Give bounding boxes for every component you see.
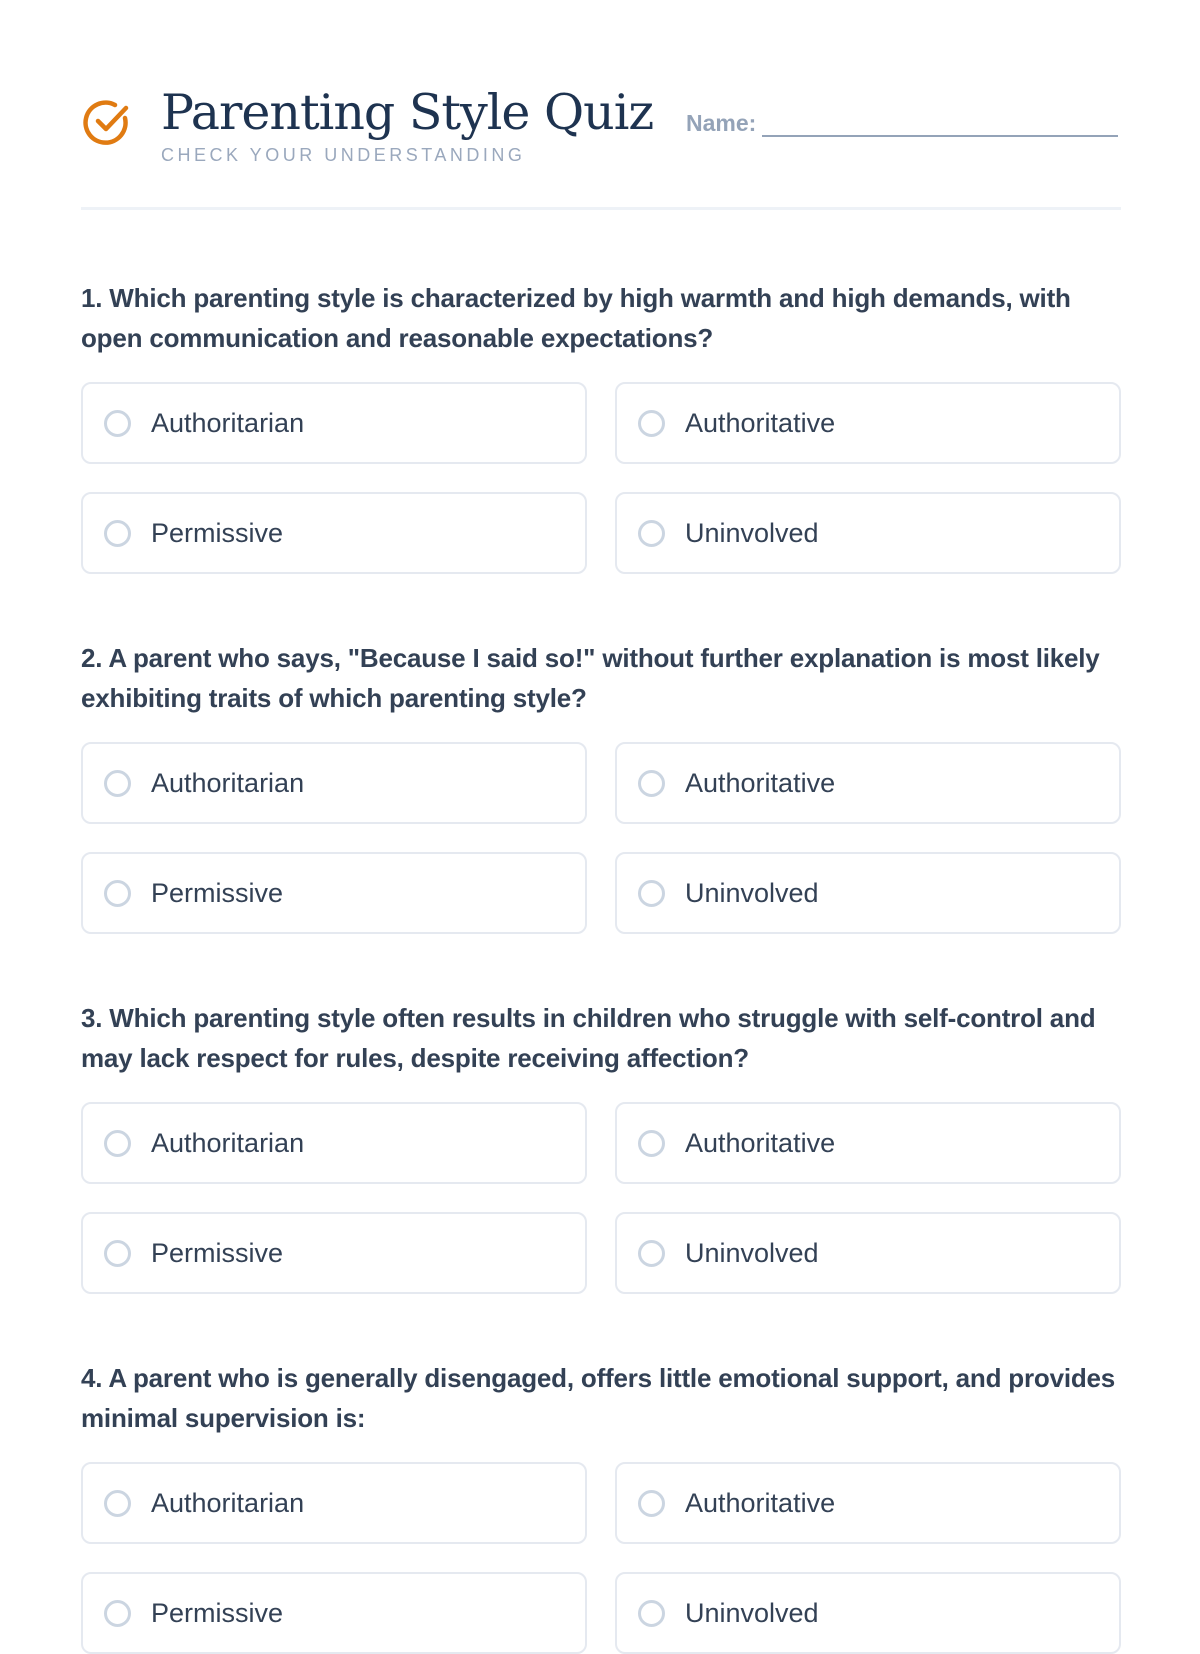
question-text: 1. Which parenting style is characterized by high warmth and high demands, with open communication and reasonable expectations? <box>81 283 1071 353</box>
radio-button-icon[interactable] <box>638 1490 665 1517</box>
radio-button-icon[interactable] <box>638 520 665 547</box>
quiz-header <box>81 80 1121 210</box>
radio-button-icon[interactable] <box>638 1130 665 1157</box>
option-permissive[interactable] <box>81 1212 587 1294</box>
option-label: Uninvolved <box>685 517 819 548</box>
question-4 <box>81 1358 1121 1654</box>
page-title: Parenting Style Quiz <box>161 84 654 141</box>
option-label: Authoritarian <box>151 407 305 438</box>
option-label: Authoritative <box>685 1487 836 1518</box>
name-field <box>686 110 1118 137</box>
option-authoritarian[interactable] <box>81 1462 587 1544</box>
option-label: Authoritative <box>685 767 836 798</box>
option-permissive[interactable] <box>81 1572 587 1654</box>
options-group <box>81 1462 1121 1654</box>
name-label: Name: <box>686 110 757 136</box>
question-2 <box>81 638 1121 934</box>
option-authoritative[interactable] <box>615 1102 1121 1184</box>
options-group <box>81 742 1121 934</box>
radio-button-icon[interactable] <box>104 1490 131 1517</box>
option-label: Permissive <box>151 877 284 908</box>
option-authoritative[interactable] <box>615 742 1121 824</box>
question-text: 4. A parent who is generally disengaged, offers little emotional support, and provides minimal supervision is: <box>81 1363 1116 1433</box>
radio-button-icon[interactable] <box>638 880 665 907</box>
option-label: Permissive <box>151 1597 284 1628</box>
option-label: Uninvolved <box>685 1597 819 1628</box>
option-label: Authoritarian <box>151 1487 305 1518</box>
question-text: 3. Which parenting style often results in children who struggle with self-control and may lack respect for rules, despite receiving affection? <box>81 1003 1096 1073</box>
question-text: 2. A parent who says, "Because I said so!" without further explanation is most likely exhibiting traits of which parenting style? <box>81 643 1100 713</box>
option-authoritarian[interactable] <box>81 382 587 464</box>
radio-button-icon[interactable] <box>638 770 665 797</box>
radio-button-icon[interactable] <box>638 1240 665 1267</box>
option-uninvolved[interactable] <box>615 492 1121 574</box>
radio-button-icon[interactable] <box>104 1240 131 1267</box>
radio-button-icon[interactable] <box>104 1600 131 1627</box>
radio-button-icon[interactable] <box>104 520 131 547</box>
option-authoritative[interactable] <box>615 1462 1121 1544</box>
option-label: Permissive <box>151 1237 284 1268</box>
options-group <box>81 382 1121 574</box>
radio-button-icon[interactable] <box>104 880 131 907</box>
radio-button-icon[interactable] <box>104 1130 131 1157</box>
option-permissive[interactable] <box>81 852 587 934</box>
options-group <box>81 1102 1121 1294</box>
option-label: Authoritative <box>685 1127 836 1158</box>
question-1 <box>81 278 1121 574</box>
radio-button-icon[interactable] <box>638 1600 665 1627</box>
option-authoritarian[interactable] <box>81 1102 587 1184</box>
option-uninvolved[interactable] <box>615 852 1121 934</box>
radio-button-icon[interactable] <box>638 410 665 437</box>
option-label: Uninvolved <box>685 1237 819 1268</box>
option-label: Permissive <box>151 517 284 548</box>
question-3 <box>81 998 1121 1294</box>
option-label: Authoritarian <box>151 767 305 798</box>
option-label: Uninvolved <box>685 877 819 908</box>
option-permissive[interactable] <box>81 492 587 574</box>
option-authoritative[interactable] <box>615 382 1121 464</box>
name-input-line[interactable] <box>762 113 1118 137</box>
check-circle-icon <box>81 96 133 148</box>
radio-button-icon[interactable] <box>104 410 131 437</box>
option-uninvolved[interactable] <box>615 1212 1121 1294</box>
option-authoritarian[interactable] <box>81 742 587 824</box>
radio-button-icon[interactable] <box>104 770 131 797</box>
option-label: Authoritative <box>685 407 836 438</box>
page-subtitle: CHECK YOUR UNDERSTANDING <box>161 145 526 165</box>
option-label: Authoritarian <box>151 1127 305 1158</box>
option-uninvolved[interactable] <box>615 1572 1121 1654</box>
